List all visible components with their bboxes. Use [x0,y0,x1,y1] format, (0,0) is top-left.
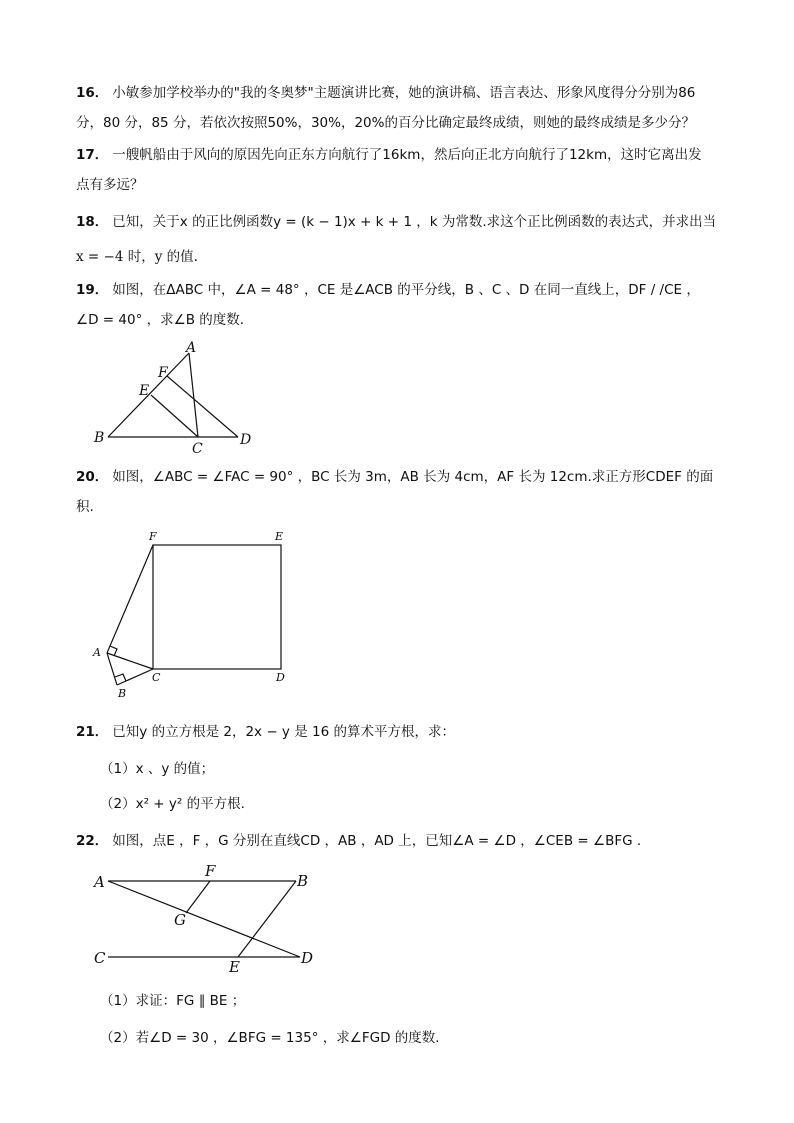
figure-20 [88,525,298,700]
label-b: B [118,687,127,700]
question-text: 如图，点E ，F ，G 分别在直线CD ，AB ，AD 上，已知∠A = ∠D ，∠CEB = ∠BFG . [112,833,642,849]
question-18-line-2: x = −4 时，y 的值. [76,249,198,265]
question-21-part-2: （2）x² + y² 的平方根. [100,796,245,812]
question-22-part-1: （1）求证：FG ∥ BE ； [100,993,246,1009]
label-a: A [94,873,105,891]
question-text: 已知y 的立方根是 2，2x − y 是 16 的算术平方根，求： [112,724,455,740]
question-text: 已知，关于x 的正比例函数y = (k − 1)x + k + 1 ，k 为常数.求这个正比例函数的表达式，并求出当 [112,214,717,230]
segment-bc [117,669,153,685]
label-b: B [297,872,309,890]
question-number: 20． [76,469,109,485]
label-a: A [93,646,101,659]
label-c: C [152,671,161,684]
label-f: F [149,530,157,543]
label-c: C [94,949,106,967]
question-19-line-1 [76,281,700,299]
question-22-part-2: （2）若∠D = 30 ，∠BFG = 135° ，求∠FGD 的度数. [100,1030,440,1046]
segment-ac [189,353,198,437]
question-17-line-1 [76,146,702,164]
label-e: E [275,530,284,543]
label-f: F [205,862,216,880]
question-number: 19． [76,282,109,298]
question-number: 21． [76,724,109,740]
question-number: 22． [76,833,109,849]
figure-22 [90,860,330,978]
question-text: 如图，在ΔABC 中，∠A = 48° ，CE 是∠ACB 的平分线，B 、C 、D 在同一直线上，DF / /CE ， [112,282,700,298]
question-16-line-2: 分，80 分，85 分，若依次按照50%，30%，20%的百分比确定最终成绩，则她的最终成绩是多少分？ [76,115,695,131]
question-17-line-2: 点有多远？ [76,177,144,193]
label-a: A [186,340,197,356]
question-21-line-1 [76,723,455,741]
label-c: C [192,441,203,457]
label-f: F [158,365,168,381]
question-text: 一艘帆船由于风向的原因先向正东方向航行了16km，然后向正北方向航行了12km，这时它离出发 [112,147,702,163]
question-20-line-2: 积. [76,499,94,515]
question-22-line-1 [76,832,641,850]
segment-ab [107,653,117,685]
question-18-line-1 [76,213,716,231]
segment-be [238,881,296,957]
label-d: D [301,949,314,967]
question-text: 如图，∠ABC = ∠FAC = 90° ，BC 长为 3m，AB 长为 4cm，AF 长为 12cm.求正方形CDEF 的面 [112,469,714,485]
label-g: G [174,911,186,929]
figure-19 [90,338,270,458]
label-d: D [276,671,285,684]
label-d: D [240,432,252,448]
label-b: B [94,430,105,446]
segment-af [107,545,153,653]
label-e: E [229,958,240,976]
segment-ce [151,395,198,437]
segment-df [167,376,238,437]
question-number: 16． [76,85,109,101]
question-number: 18． [76,214,109,230]
question-number: 17． [76,147,109,163]
segment-fg [186,881,210,913]
question-19-line-2: ∠D = 40° ，求∠B 的度数. [76,312,245,328]
question-21-part-1: （1）x 、y 的值； [100,761,215,777]
segment-ad [108,881,300,957]
square-cdef [153,545,281,669]
question-16-line-1 [76,84,695,102]
question-text: 小敏参加学校举办的"我的冬奥梦"主题演讲比赛，她的演讲稿、语言表达、形象风度得分分别为86 [112,85,696,101]
label-e: E [139,383,150,399]
right-angle-mark-b [115,674,126,681]
question-20-line-1 [76,468,713,486]
